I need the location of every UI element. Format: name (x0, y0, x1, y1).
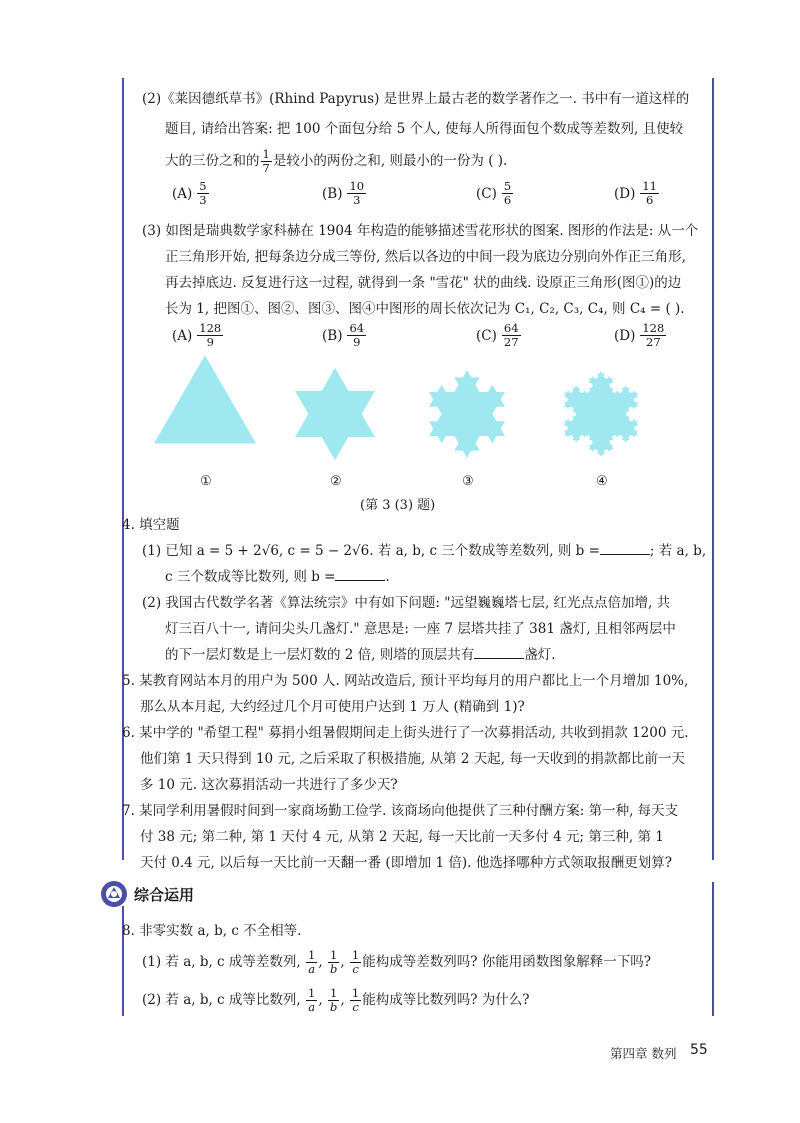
q6-line2: 他们第 1 天只得到 10 元, 之后采取了积极措施, 从第 2 天起, 每一天收到的捐款都比前一天 (140, 751, 685, 767)
q4-p2-line2: 灯三百八十一, 请问尖头几盏灯." 意思是: 一座 7 层塔共挂了 381 盏灯, 且相邻两层中 (165, 621, 676, 637)
figure-caption: (第 3 (3) 题) (360, 498, 436, 513)
q3-line3: 再去掉底边. 反复进行这一过程, 就得到一条 "雪花" 状的曲线. 设原正三角形(图①)的边 (165, 275, 682, 291)
q3-option-a: (A) $\frac{128}{9}$ (172, 321, 222, 349)
section-icon (100, 880, 128, 908)
q3-option-d: (D) $\frac{128}{27}$ (614, 321, 665, 349)
q4-blank-2 (335, 566, 385, 581)
q3-line1: (3) 如图是瑞典数学家科赫在 1904 年构造的能够描述雪花形状的图案. 图形的作法是: 从一个 (142, 223, 699, 239)
q7-line3: 天付 0.4 元, 以后每一天比前一天翻一番 (即增加 1 倍). 他选择哪种方式领取报酬更划算? (140, 855, 672, 871)
section-title: 综合运用 (134, 886, 195, 904)
q7-line1: 7. 某同学利用暑假时间到一家商场勤工俭学. 该商场向他提供了三种付酬方案: 第一种, 每天支 (122, 803, 679, 819)
q8-line0: 8. 非零实数 a, b, c 不全相等. (122, 923, 302, 939)
q2-fraction-num: 1 (262, 147, 270, 161)
q2-fraction-den: 7 (262, 161, 270, 175)
q6-line1: 6. 某中学的 "希望工程" 募捐小组暑假期间走上街头进行了一次募捐活动, 共收到捐款 1200 元. (122, 725, 689, 741)
q4-blank-1 (600, 540, 650, 555)
q2-line1: (2)《莱因德纸草书》(Rhind Papyrus) 是世界上最古老的数学著作之一. 书中有一道这样的 (142, 91, 690, 107)
q2-line3-pre: 大的三份之和的 (165, 153, 260, 169)
q5-line2: 那么从本月起, 大约经过几个月可使用户达到 1 万人 (精确到 1)? (140, 699, 525, 715)
figure-label-2: ② (330, 474, 342, 489)
q3-line2: 正三角形开始, 把每条边分成三等份, 然后以各边的中间一段为底边分别向外作正三角形, (165, 249, 686, 265)
q4-p2-line3: 的下一层灯数是上一层灯数的 2 倍, 则塔的顶层共有 盏灯. (165, 644, 556, 666)
koch-snowflake-figures (150, 352, 670, 472)
q2-option-d: (D) $\frac{11}{6}$ (614, 179, 657, 207)
frame-line-right-bottom (712, 882, 714, 1016)
koch-figure-1 (154, 355, 256, 443)
q4-p1-line1: (1) 已知 a = 5 + 2√6, c = 5 − 2√6. 若 a, b, c 三个数成等差数列, 则 b = ; 若 a, b, (142, 540, 706, 562)
q5-line1: 5. 某教育网站本月的用户为 500 人. 网站改造后, 预计平均每月的用户都比上一个月增加 10%, (122, 673, 689, 689)
q3-line4: 长为 1, 把图①、图②、图③、图④中图形的周长依次记为 C₁, C₂, C₃, C₄, 则 C₄ = ( ). (165, 301, 685, 317)
q2-fraction (261, 148, 272, 175)
q2-line2: 题目, 请给出答案: 把 100 个面包分给 5 个人, 使每人所得面包个数成等差数列, 且使较 (165, 121, 684, 137)
koch-figure-4 (564, 371, 638, 456)
footer-page-number: 55 (690, 1042, 708, 1058)
q3-option-b: (B) $\frac{64}{9}$ (322, 321, 365, 349)
q4-p1-line2: c 三个数成等比数列, 则 b = . (165, 566, 390, 588)
q4-blank-3 (474, 644, 524, 659)
figure-label-1: ① (200, 474, 212, 489)
q2-line3 (165, 146, 507, 176)
figure-label-4: ④ (596, 474, 608, 489)
footer-chapter: 第四章 数列 (610, 1046, 677, 1061)
q2-line3-post: 是较小的两份之和, 则最小的一份为 ( ). (272, 153, 508, 169)
figure-label-3: ③ (462, 474, 474, 489)
q4-p2-line1: (2) 我国古代数学名著《算法统宗》中有如下问题: "远望巍巍塔七层, 红光点点倍加增, 共 (142, 595, 671, 611)
q7-line2: 付 38 元; 第二种, 第 1 天付 4 元, 从第 2 天起, 每一天比前一天多付 4 元; 第三种, 第 1 (140, 829, 664, 845)
q2-option-a: (A) $\frac{5}{3}$ (172, 179, 207, 207)
q2-option-b: (B) $\frac{10}{3}$ (322, 179, 365, 207)
koch-figure-2 (295, 368, 375, 460)
q4-title: 4. 填空题 (122, 517, 180, 533)
q6-line3: 多 10 元. 这次募捐活动一共进行了多少天? (140, 777, 398, 793)
q2-option-c: (C) $\frac{5}{6}$ (476, 179, 512, 207)
q8-p2: (2) 若 a, b, c 成等比数列, $\frac{1}{a}$ , $\frac{1}{b}$ , $\frac{1}{c}$ 能构成等比数列吗? 为什么? (142, 986, 530, 1014)
q8-p1: (1) 若 a, b, c 成等差数列, $\frac{1}{a}$ , $\frac{1}{b}$ , $\frac{1}{c}$ 能构成等差数列吗? 你能用函数图象解释一下吗? (142, 948, 652, 976)
frame-line-right-top (712, 78, 714, 860)
q3-option-c: (C) $\frac{64}{27}$ (476, 321, 519, 349)
koch-figure-3 (429, 370, 505, 458)
